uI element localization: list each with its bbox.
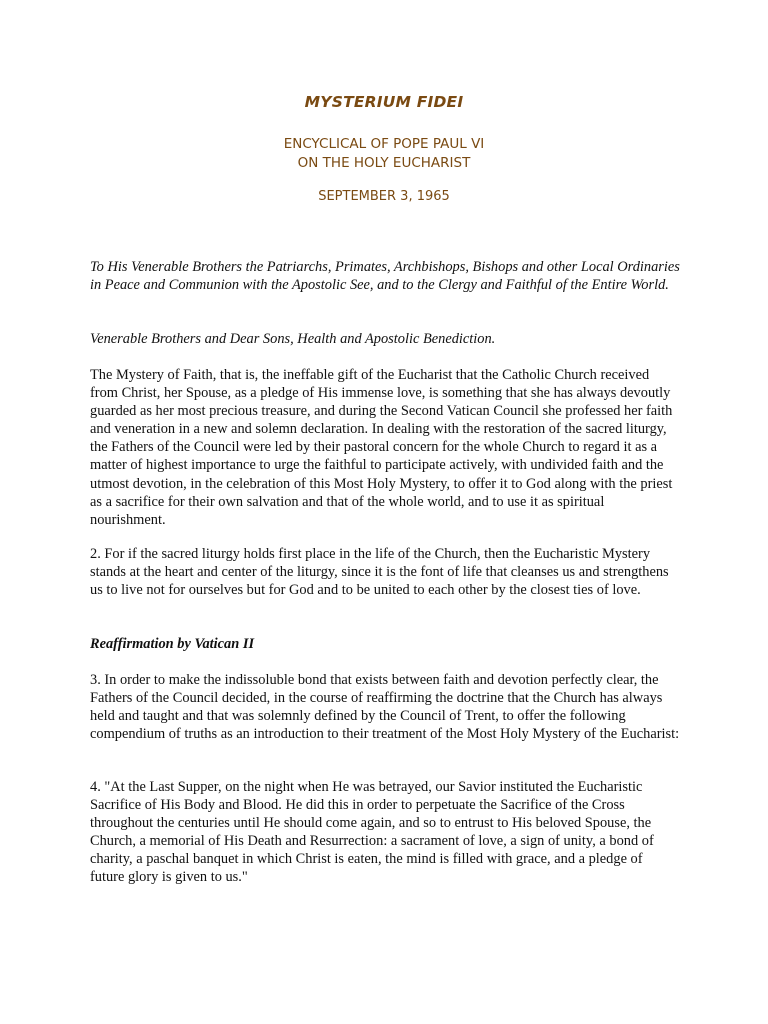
subtitle-line-1: ENCYCLICAL OF POPE PAUL VI bbox=[283, 136, 485, 152]
subtitle-line-2: ON THE HOLY EUCHARIST bbox=[297, 155, 471, 171]
document-subtitle bbox=[0, 135, 768, 173]
paragraph-4: 4. "At the Last Supper, on the night when He was betrayed, our Savior instituted the Eucharistic Sacrifice of His Body and Blood. He did this in order to perpetuate the Sacrifice of the Cross throughout the centuries until He should come again, and so to entrust to His beloved Spouse, the Church, a memorial of His Death and Resurrection: a sacrament of love, a sign of unity, a bond of charity, a paschal banquet in which Christ is eaten, the mind is filled with grace, and a pledge of future glory is given to us." bbox=[90, 779, 654, 886]
salutation-paragraph: To His Venerable Brothers the Patriarchs, Primates, Archbishops, Bishops and other Local Ordinaries in Peace and Communion with the Apostolic See, and to the Clergy and Faithful of the Entire World. bbox=[90, 259, 680, 294]
document-title: MYSTERIUM FIDEI bbox=[304, 93, 464, 111]
section-heading: Reaffirmation by Vatican II bbox=[90, 636, 255, 652]
greeting-paragraph: Venerable Brothers and Dear Sons, Health and Apostolic Benediction. bbox=[90, 331, 496, 347]
paragraph-2: 2. For if the sacred liturgy holds first place in the life of the Church, then the Eucharistic Mystery stands at the heart and center of the liturgy, since it is the font of life that cleanses us and strengthens us to live not for ourselves but for God and to be united to each other by the closest ties of love. bbox=[90, 546, 669, 599]
paragraph-3: 3. In order to make the indissoluble bond that exists between faith and devotion perfectly clear, the Fathers of the Council decided, in the course of reaffirming the doctrine that the Church has always held and taught and that was solemnly defined by the Council of Trent, to offer the following compendium of truths as an introduction to their treatment of the Most Holy Mystery of the Eucharist: bbox=[90, 672, 680, 743]
document-date: SEPTEMBER 3, 1965 bbox=[318, 189, 450, 204]
paragraph-1: The Mystery of Faith, that is, the ineffable gift of the Eucharist that the Catholic Church received from Christ, her Spouse, as a pledge of His immense love, is something that she has always devoutly guarded as her most precious treasure, and during the Second Vatican Council she professed her faith and veneration in a new and solemn declaration. In dealing with the restoration of the sacred liturgy, the Fathers of the Council were led by their pastoral concern for the whole Church to regard it as a matter of highest importance to urge the faithful to participate actively, with undivided faith and the utmost devotion, in the celebration of this Most Holy Mystery, to offer it to God along with the priest as a sacrifice for their own salvation and that of the whole world, and to use it as spiritual nourishment. bbox=[90, 367, 673, 528]
